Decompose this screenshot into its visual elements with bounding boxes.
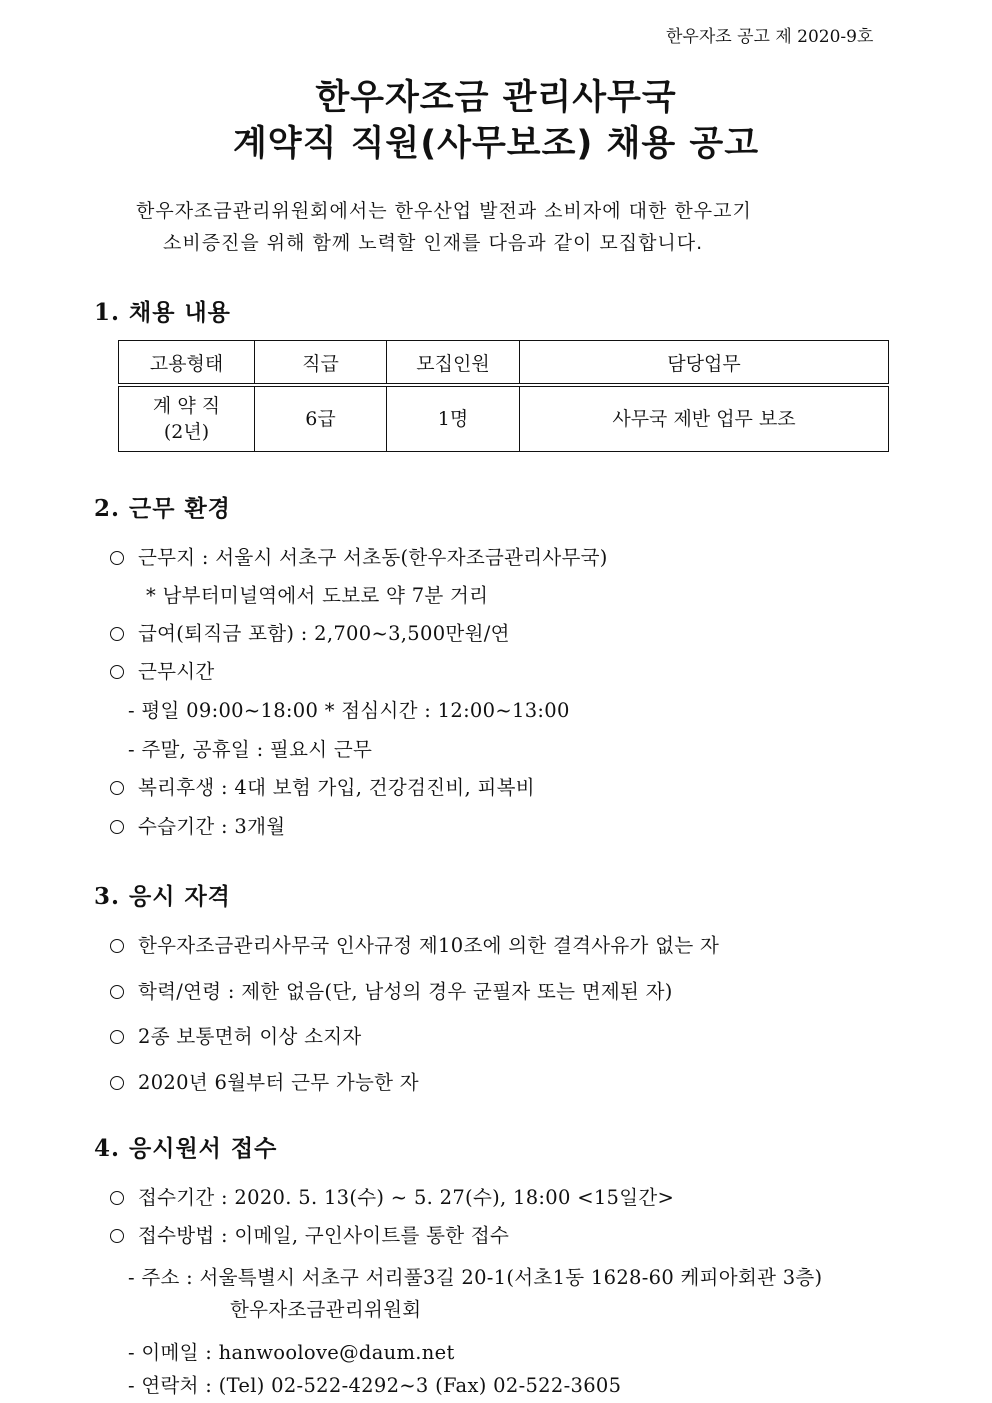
table-header-row: [119, 341, 889, 386]
list-item: 2020년 6월부터 근무 가능한 자: [110, 1067, 419, 1095]
section-heading-qualifications: 3. 응시 자격: [94, 883, 231, 910]
list-item: 급여(퇴직금 포함) : 2,700~3,500만원/연: [110, 618, 510, 646]
circle-bullet-icon: [110, 985, 124, 999]
section-heading-work-environment: 2. 근무 환경: [94, 495, 231, 522]
circle-bullet-icon: [110, 781, 124, 795]
duty-cell: 사무국 제반 업무 보조: [520, 385, 889, 452]
list-item: 복리후생 : 4대 보험 가입, 건강검진비, 피복비: [110, 772, 535, 800]
circle-bullet-icon: [110, 1191, 124, 1205]
table-row: [119, 385, 889, 452]
circle-bullet-icon: [110, 820, 124, 834]
address-recipient: 한우자조금관리위원회: [230, 1298, 422, 1321]
list-item-note: * 남부터미널역에서 도보로 약 7분 거리: [146, 584, 489, 607]
list-item: 학력/연령 : 제한 없음(단, 남성의 경우 군필자 또는 면제된 자): [110, 976, 673, 1004]
section-heading-recruitment: 1. 채용 내용: [94, 299, 231, 326]
recruitment-table: [118, 340, 889, 452]
list-subitem: - 평일 09:00~18:00 * 점심시간 : 12:00~13:00: [128, 699, 570, 722]
email-line: - 이메일 : hanwoolove@daum.net: [128, 1341, 455, 1364]
column-header: 고용형태: [119, 341, 255, 386]
list-item: 근무지 : 서울시 서초구 서초동(한우자조금관리사무국): [110, 542, 608, 570]
circle-bullet-icon: [110, 1229, 124, 1243]
address-line: - 주소 : 서울특별시 서초구 서리풀3길 20-1(서초1동 1628-60 케피아회관 3층): [128, 1266, 823, 1289]
circle-bullet-icon: [110, 1076, 124, 1090]
circle-bullet-icon: [110, 551, 124, 565]
list-item: 2종 보통면허 이상 소지자: [110, 1021, 362, 1049]
notice-number: 한우자조 공고 제 2020-9호: [666, 27, 874, 47]
circle-bullet-icon: [110, 939, 124, 953]
employment-type: 계 약 직: [152, 395, 221, 417]
column-header: 모집인원: [387, 341, 520, 386]
circle-bullet-icon: [110, 627, 124, 641]
employment-type-cell: [119, 385, 255, 452]
employment-term: (2년): [163, 421, 210, 443]
list-item: 접수기간 : 2020. 5. 13(수) ~ 5. 27(수), 18:00 <15일간>: [110, 1182, 674, 1210]
column-header: 담당업무: [520, 341, 889, 386]
list-item: 수습기간 : 3개월: [110, 811, 285, 839]
headcount-cell: 1명: [387, 385, 520, 452]
circle-bullet-icon: [110, 1030, 124, 1044]
section-heading-application: 4. 응시원서 접수: [94, 1135, 278, 1162]
circle-bullet-icon: [110, 665, 124, 679]
page-title: 한우자조금 관리사무국: [315, 78, 677, 118]
list-item: 한우자조금관리사무국 인사규정 제10조에 의한 결격사유가 없는 자: [110, 930, 719, 958]
contact-line: - 연락처 : (Tel) 02-522-4292~3 (Fax) 02-522-3605: [128, 1374, 622, 1397]
list-item: 접수방법 : 이메일, 구인사이트를 통한 접수: [110, 1220, 509, 1248]
page-subtitle: 계약직 직원(사무보조) 채용 공고: [232, 124, 760, 164]
list-subitem: - 주말, 공휴일 : 필요시 근무: [128, 738, 373, 761]
intro-text-line1: 한우자조금관리위원회에서는 한우산업 발전과 소비자에 대한 한우고기: [136, 200, 752, 222]
grade-cell: 6급: [255, 385, 387, 452]
list-item: 근무시간: [110, 656, 215, 684]
column-header: 직급: [255, 341, 387, 386]
intro-text-line2: 소비증진을 위해 함께 노력할 인재를 다음과 같이 모집합니다.: [163, 232, 704, 254]
